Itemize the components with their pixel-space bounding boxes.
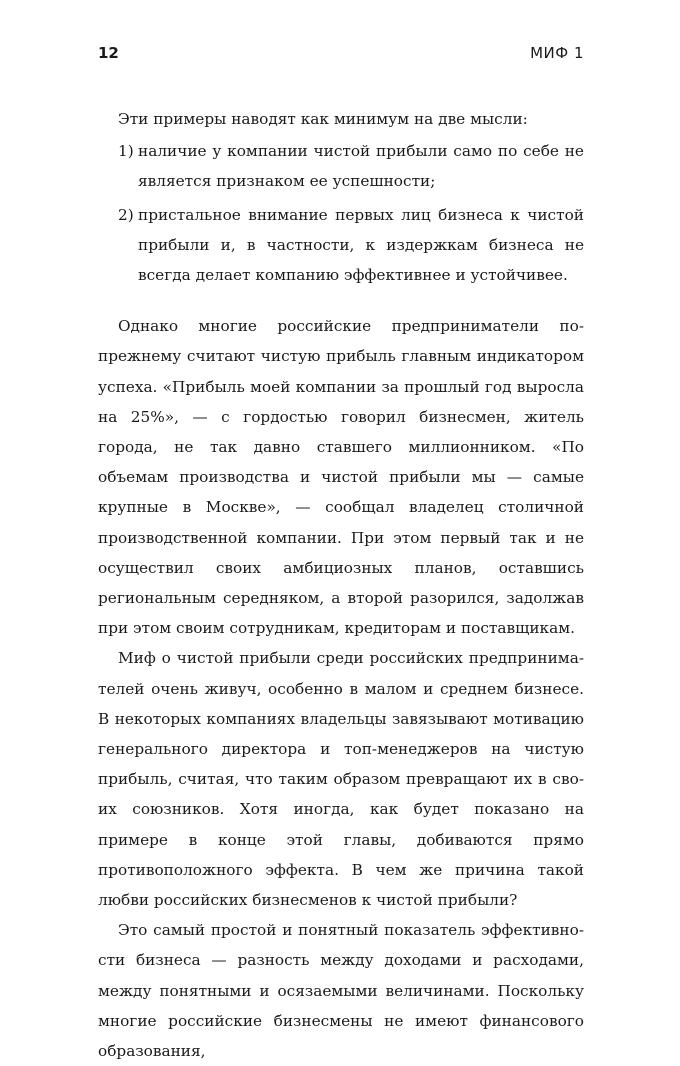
list-item-number: 2) [118,205,134,224]
page-number: 12 [98,44,119,62]
page-header [98,44,584,66]
list-item-text: пристальное внимание первых лиц бизнеса к чистой прибыли и, в частности, к издержкам бизнеса не всегда делает компанию эффективнее и устойчивее. [138,205,584,284]
paragraph: Однако многие российские предприниматели по-прежнему считают чистую прибыль главным индикатором успеха. «Прибыль моей компании за прошлый год выросла на 25%», — с гордостью говорил бизнесмен, житель города, не так давно ставшего миллионником. «По объемам производства и чистой прибыли мы — самые крупные в Москве», — сообщал владелец столичной производственной компании. При этом первый так и не осуществил своих амбициозных планов, оставшись региональным середняком, а второй разорился, задолжав при этом своим сотрудникам, кредиторам и поставщикам. [98,317,584,638]
list-item [98,136,584,196]
list-item [98,200,584,291]
intro-line: Эти примеры наводят как минимум на две мысли: [118,110,528,128]
numbered-list [98,136,584,290]
body-text [98,104,584,1066]
list-item-number: 1) [118,142,134,161]
list-item-text: наличие у компании чистой прибыли само по себе не является признаком ее успешности; [138,142,584,191]
paragraph: Это самый простой и понятный показатель эффективности бизнеса — разность между доходами и расходами, между понятными и осязаемыми величинами. Поскольку многие российские бизнесмены не имеют финансового образования, [98,921,584,1061]
paragraph: Миф о чистой прибыли среди российских предпринимателей очень живуч, особенно в малом и среднем бизнесе. В некоторых компаниях владельцы завязывают мотивацию генерального директора и топ-менеджеров на чистую прибыль, считая, что таким образом превращают их в своих союзников. Хотя иногда, как будет показано на примере в конце этой главы, добиваются прямо противоположного эффекта. В чем же причина такой любви российских бизнесменов к чистой прибыли? [98,649,584,910]
running-head: МИФ 1 [530,44,584,62]
